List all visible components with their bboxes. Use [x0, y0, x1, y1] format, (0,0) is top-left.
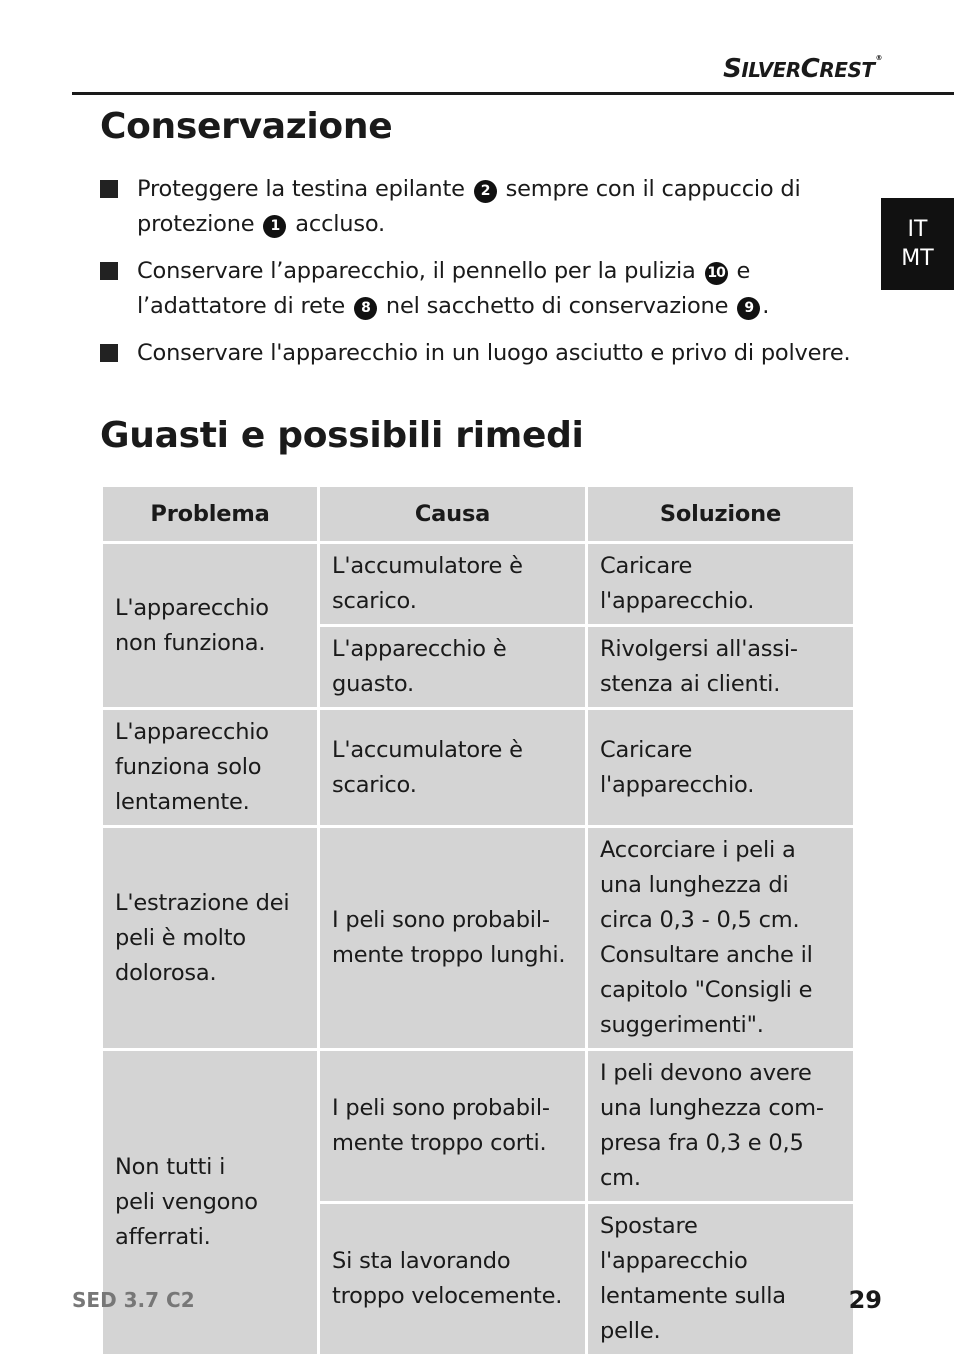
bullet-item: Conservare l’apparecchio, il pennello per la pulizia 10 e l’adattatore di rete 8 nel sacchetto di conservazione 9 .	[100, 254, 870, 324]
solution-cell: Rivolgersi all'assi- stenza ai clienti.	[587, 626, 855, 709]
cause-cell: L'accumulatore è scarico.	[319, 543, 587, 626]
model-number: SED 3.7 C2	[72, 1288, 195, 1312]
troubleshooting-table	[100, 484, 856, 1357]
page-number: 29	[848, 1286, 882, 1314]
column-header-solution: Soluzione	[587, 486, 855, 543]
column-header-problem: Problema	[102, 486, 319, 543]
cause-cell: L'accumulatore è scarico.	[319, 709, 587, 827]
problem-cell: L'apparecchio funziona solo lentamente.	[102, 709, 319, 827]
cause-cell: I peli sono probabil- mente troppo corti.	[319, 1050, 587, 1203]
solution-cell: I peli devono avere una lunghezza com- presa fra 0,3 e 0,5 cm.	[587, 1050, 855, 1203]
storage-heading: Conservazione	[100, 106, 393, 147]
solution-cell: Accorciare i peli a una lunghezza di circa 0,3 - 0,5 cm. Consultare anche il capitolo "Consigli e suggerimenti".	[587, 827, 855, 1050]
cause-cell: Si sta lavorando troppo velocemente.	[319, 1203, 587, 1356]
solution-cell: Caricare l'apparecchio.	[587, 543, 855, 626]
problem-cell: L'apparecchio non funziona.	[102, 543, 319, 709]
square-bullet-icon	[100, 344, 118, 362]
part-number-badge: 10	[705, 262, 728, 285]
solution-cell: Spostare l'apparecchio lentamente sulla pelle.	[587, 1203, 855, 1356]
square-bullet-icon	[100, 262, 118, 280]
problem-cell: L'estrazione dei peli è molto dolorosa.	[102, 827, 319, 1050]
table-row	[102, 827, 855, 1050]
cause-cell: L'apparecchio è guasto.	[319, 626, 587, 709]
part-number-badge: 9	[737, 297, 760, 320]
brand-logo: SILVERCREST®	[723, 54, 882, 84]
lang-code-it: IT	[907, 217, 928, 242]
problem-cell: Non tutti i peli vengono afferrati.	[102, 1050, 319, 1356]
part-number-badge: 8	[354, 297, 377, 320]
table-row	[102, 709, 855, 827]
solution-cell: Caricare l'apparecchio.	[587, 709, 855, 827]
language-tab	[881, 198, 954, 290]
header-divider	[72, 92, 954, 95]
storage-bullet-list	[100, 172, 870, 383]
part-number-badge: 1	[263, 215, 286, 238]
troubleshooting-heading: Guasti e possibili rimedi	[100, 415, 584, 456]
square-bullet-icon	[100, 180, 118, 198]
bullet-item: Conservare l'apparecchio in un luogo asciutto e privo di polvere.	[100, 336, 870, 371]
cause-cell: I peli sono probabil- mente troppo lunghi.	[319, 827, 587, 1050]
table-row	[102, 1050, 855, 1203]
table-row	[102, 543, 855, 626]
lang-code-mt: MT	[901, 246, 934, 271]
table-header-row	[102, 486, 855, 543]
column-header-cause: Causa	[319, 486, 587, 543]
part-number-badge: 2	[474, 180, 497, 203]
bullet-item: Proteggere la testina epilante 2 sempre con il cappuccio di protezione 1 accluso.	[100, 172, 870, 242]
